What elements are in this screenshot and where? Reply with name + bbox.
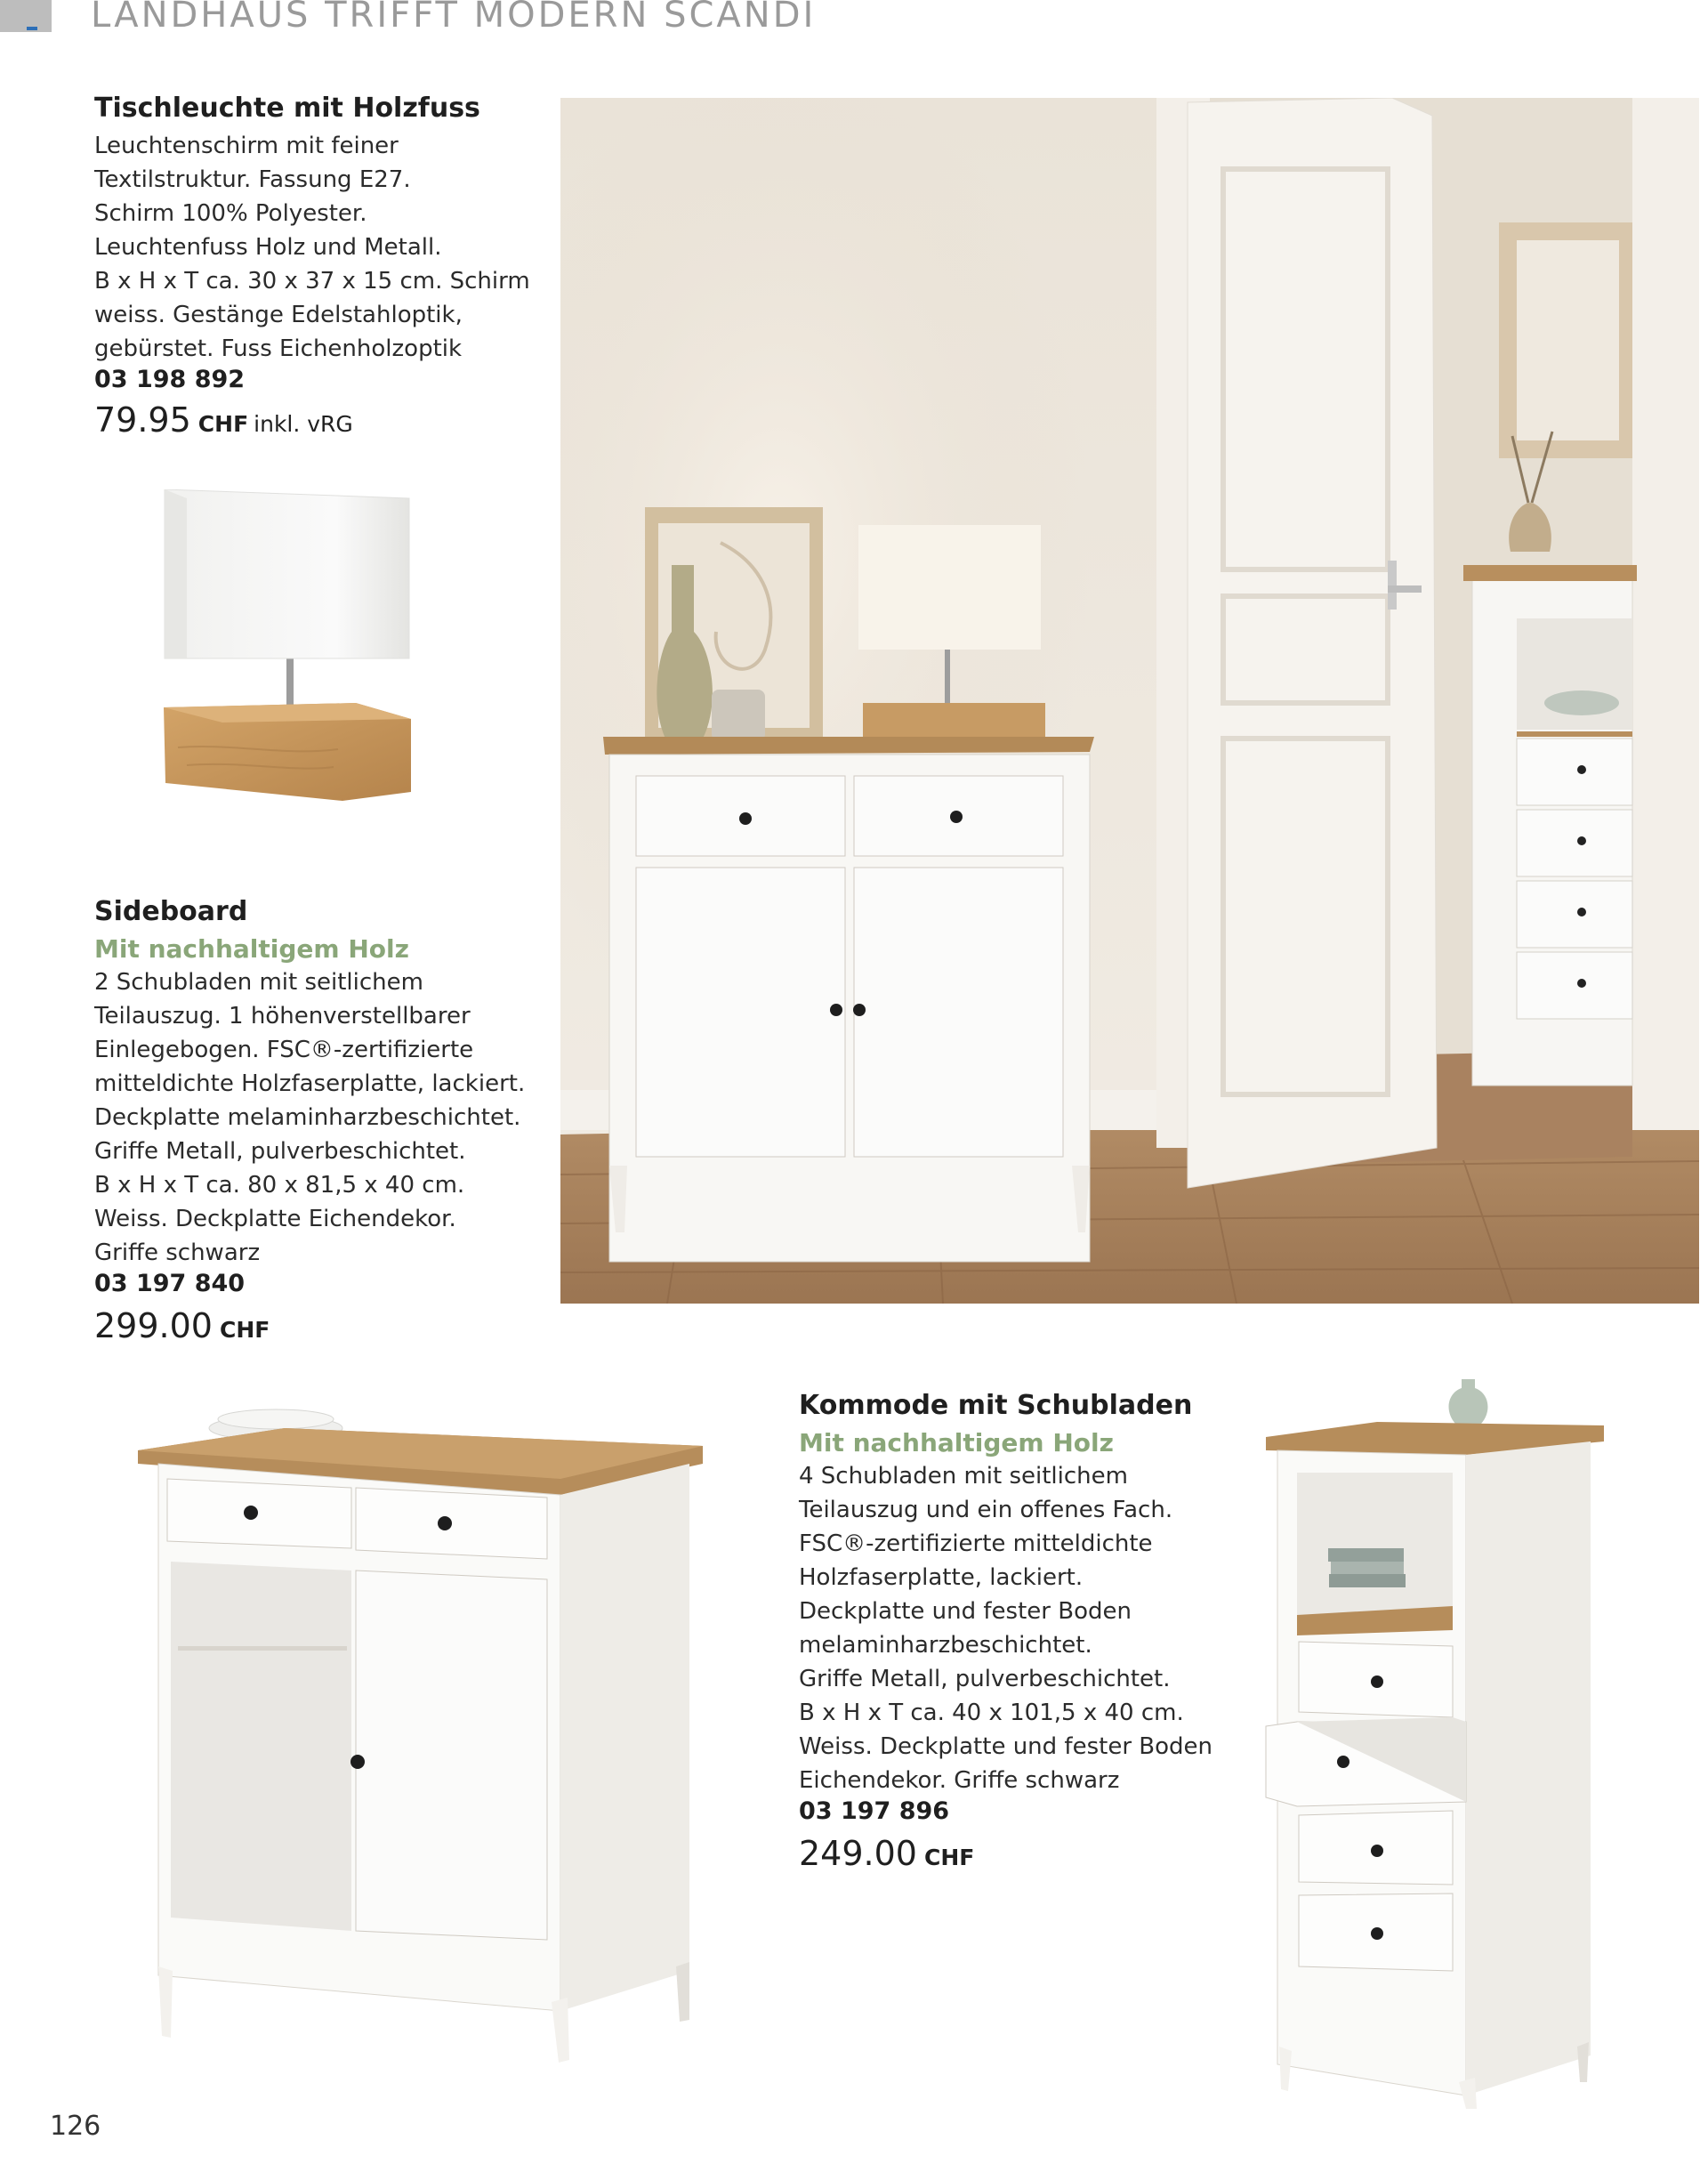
price-note: inkl. vRG: [254, 411, 353, 437]
description-line: Teilauszug und ein offenes Fach.: [799, 1497, 1173, 1523]
description-line: Einlegebogen. FSC®-zertifizierte: [94, 1037, 474, 1063]
lamp-product-image: [151, 489, 427, 819]
description-line: Textilstruktur. Fassung E27.: [94, 166, 411, 193]
page-heading: LANDHAUS TRIFFT MODERN SCANDI: [91, 0, 817, 36]
description-line: Holzfaserplatte, lackiert.: [799, 1564, 1084, 1591]
price-currency: CHF: [219, 1317, 270, 1343]
description-line: Eichendekor. Griffe schwarz: [799, 1767, 1120, 1794]
description-line: Griffe schwarz: [94, 1239, 261, 1266]
product-title: Kommode mit Schubladen: [799, 1390, 1193, 1421]
description-line: Weiss. Deckplatte Eichendekor.: [94, 1206, 456, 1232]
price-amount: 299.00: [94, 1306, 213, 1345]
product-title: Sideboard: [94, 896, 248, 927]
description-line: Leuchtenschirm mit feiner: [94, 133, 399, 159]
description-line: Teilauszug. 1 höhenverstellbarer: [94, 1003, 471, 1029]
description-line: melaminharzbeschichtet.: [799, 1632, 1092, 1659]
description-line: Deckplatte und fester Boden: [799, 1598, 1132, 1625]
description-line: Leuchtenfuss Holz und Metall.: [94, 234, 442, 261]
price-amount: 79.95: [94, 400, 191, 440]
product-price: [94, 400, 530, 440]
product-price: [94, 1306, 525, 1345]
description-line: FSC®-zertifizierte mitteldichte: [799, 1530, 1153, 1557]
header-marker: [0, 0, 52, 32]
product-subtitle: Mit nachhaltigem Holz: [799, 1428, 1114, 1457]
description-line: 4 Schubladen mit seitlichem: [799, 1463, 1128, 1490]
product-price: [799, 1834, 1213, 1873]
product-sku: 03 197 896: [799, 1797, 950, 1825]
product-sku: 03 197 840: [94, 1270, 246, 1297]
description-line: B x H x T ca. 30 x 37 x 15 cm. Schirm: [94, 268, 530, 295]
product-title: Tischleuchte mit Holzfuss: [94, 93, 480, 124]
product-subtitle: Mit nachhaltigem Holz: [94, 934, 409, 964]
price-currency: CHF: [923, 1845, 975, 1870]
price-amount: 249.00: [799, 1834, 917, 1873]
description-line: B x H x T ca. 40 x 101,5 x 40 cm.: [799, 1700, 1184, 1726]
description-line: mitteldichte Holzfaserplatte, lackiert.: [94, 1070, 526, 1097]
description-line: B x H x T ca. 80 x 81,5 x 40 cm.: [94, 1172, 465, 1199]
sideboard-product-image: [133, 1397, 712, 2064]
header-marker-accent: [27, 27, 37, 30]
description-line: 2 Schubladen mit seitlichem: [94, 969, 423, 996]
description-line: Deckplatte melaminharzbeschichtet.: [94, 1104, 521, 1131]
page-number: 126: [50, 2111, 101, 2142]
description-line: Schirm 100% Polyester.: [94, 200, 367, 227]
price-currency: CHF: [197, 411, 249, 437]
product-lamp-text: [94, 93, 530, 440]
description-line: gebürstet. Fuss Eichenholzoptik: [94, 335, 463, 362]
product-sideboard-text: [94, 896, 525, 1345]
product-sku: 03 198 892: [94, 366, 246, 393]
description-line: weiss. Gestänge Edelstahloptik,: [94, 302, 463, 328]
kommode-product-image: [1261, 1370, 1617, 2109]
description-line: Weiss. Deckplatte und fester Boden: [799, 1733, 1213, 1760]
product-kommode-text: [799, 1390, 1213, 1873]
description-line: Griffe Metall, pulverbeschichtet.: [799, 1666, 1171, 1692]
description-line: Griffe Metall, pulverbeschichtet.: [94, 1138, 466, 1165]
room-scene-photo: [560, 98, 1699, 1304]
